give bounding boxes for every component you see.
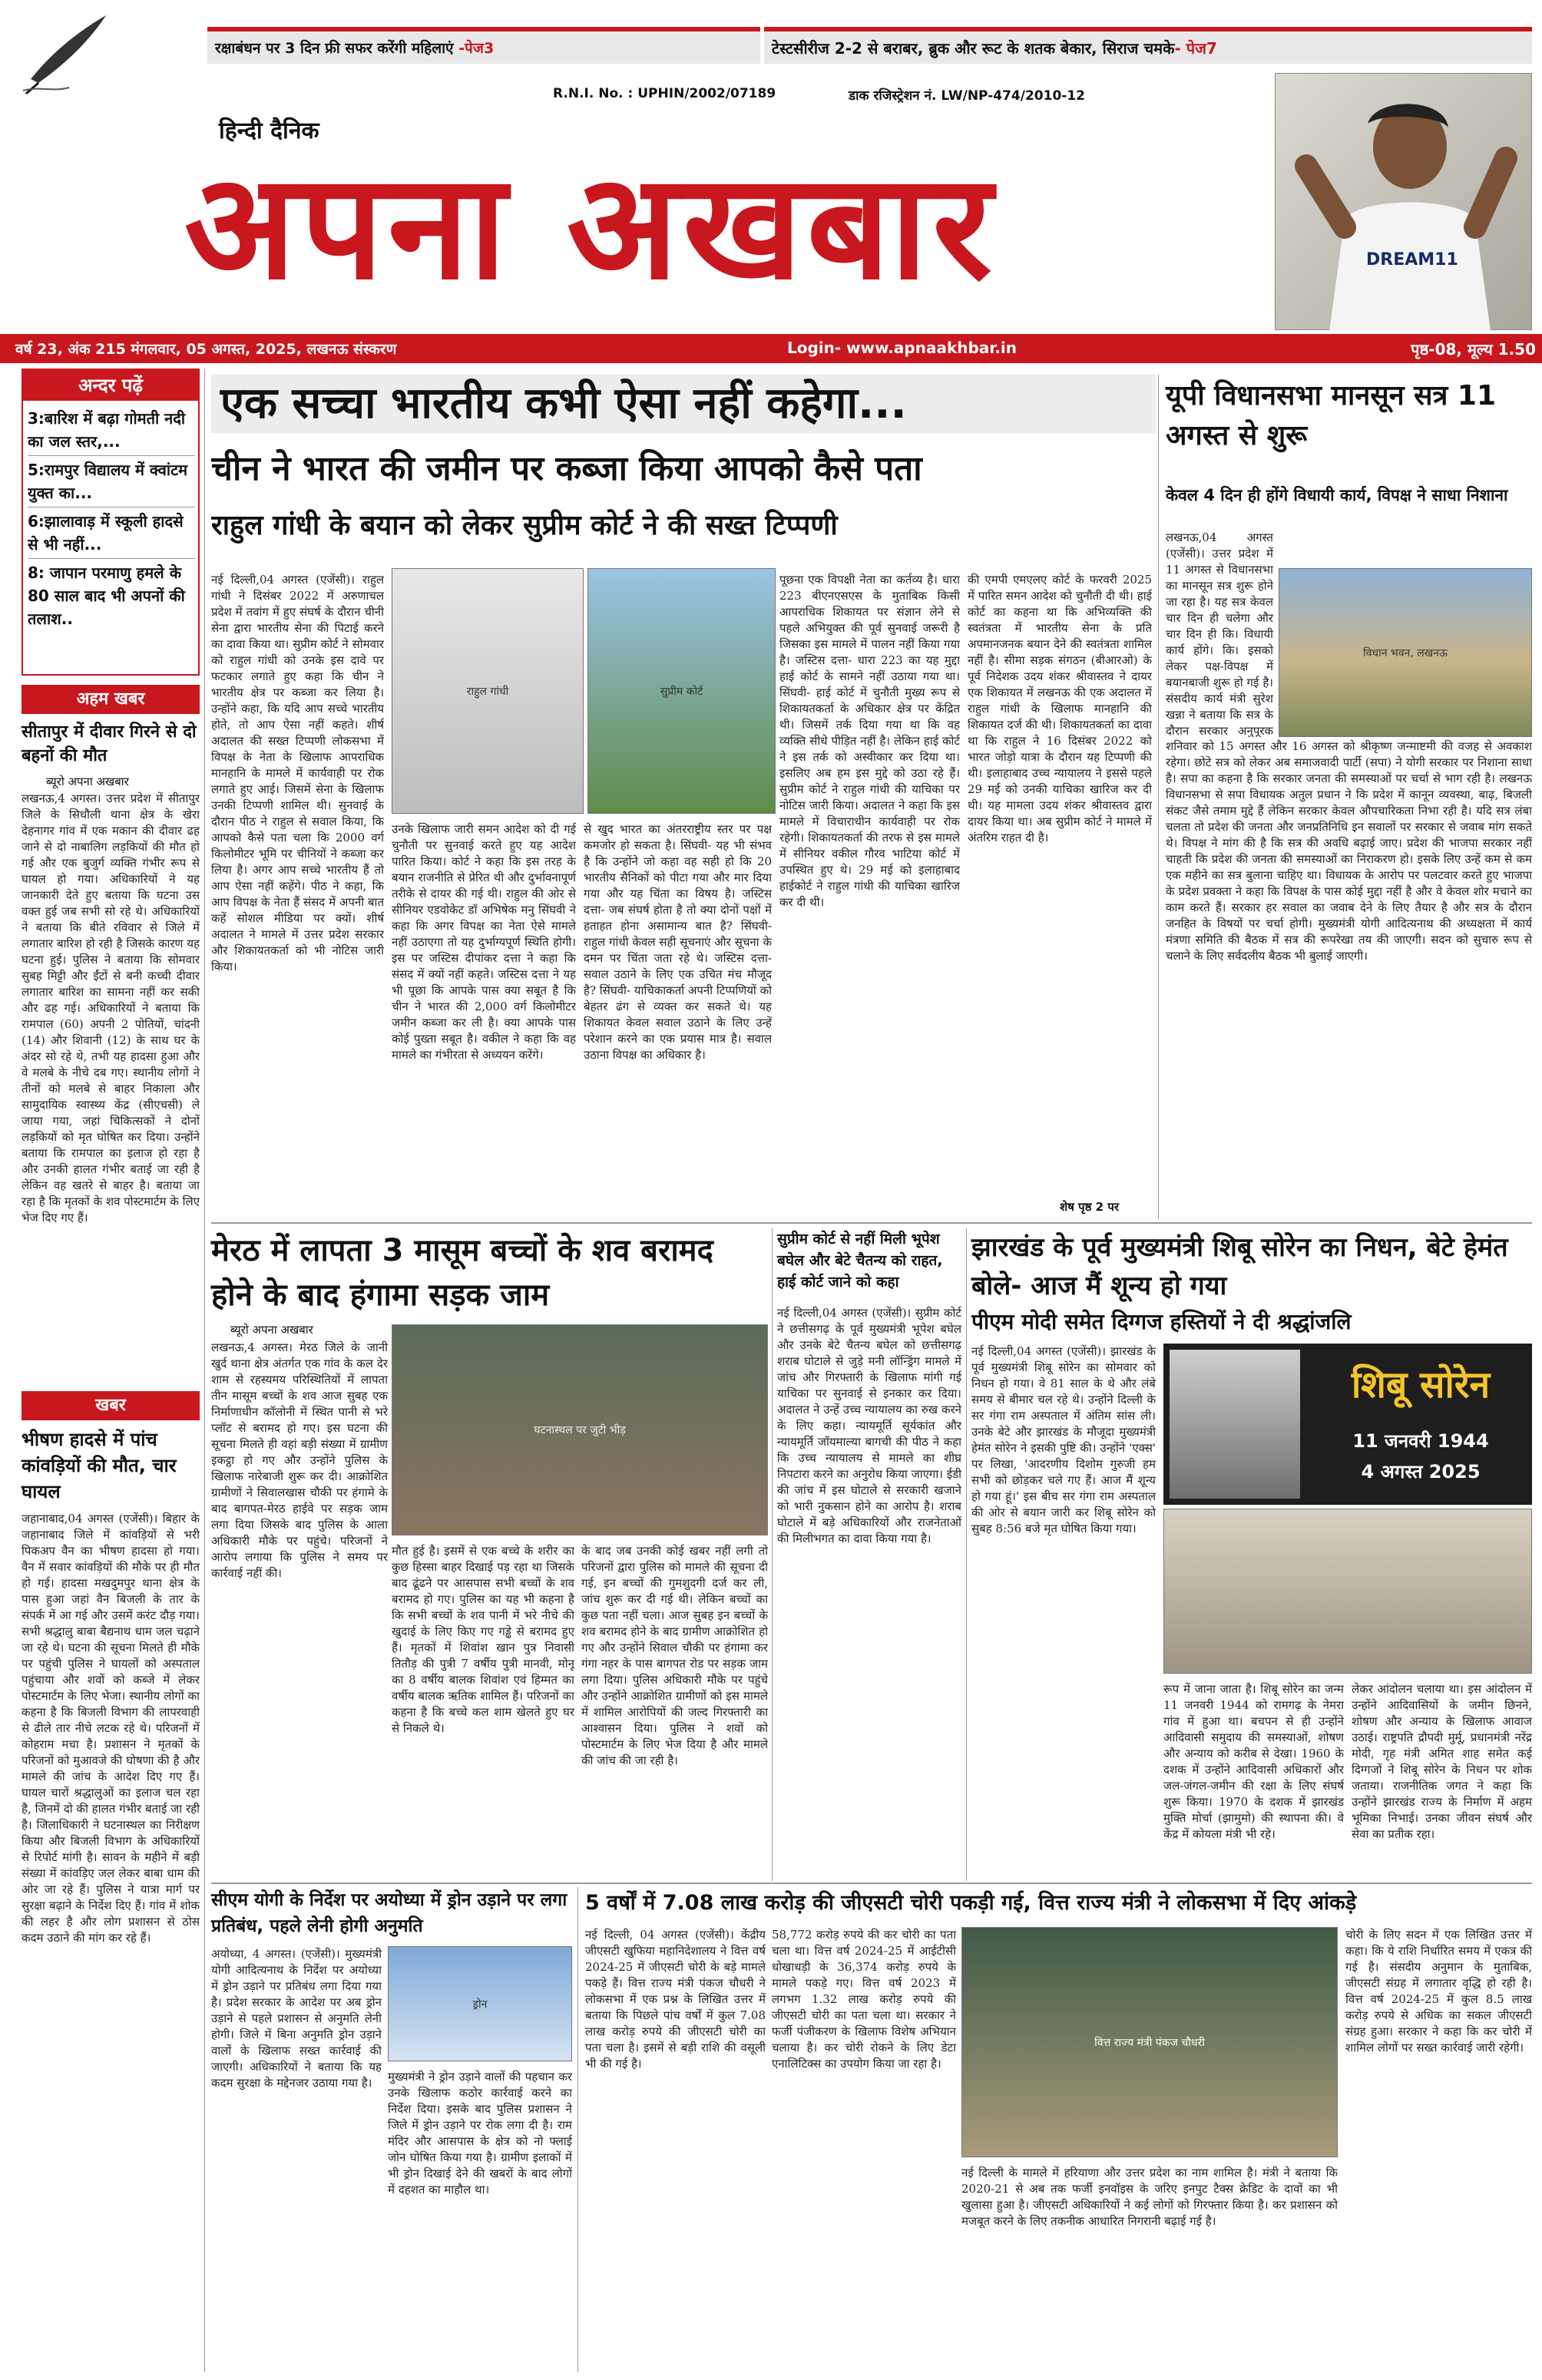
sc-divider xyxy=(966,1228,967,1881)
ahem-headline: सीतापुर में दीवार गिरने से दो बहनों की मौत xyxy=(22,722,197,765)
rahul-photo-caption: राहुल गांधी xyxy=(466,685,509,698)
inside-list xyxy=(28,407,195,672)
cricketer-photo xyxy=(1275,73,1532,330)
shibu-portrait xyxy=(1170,1350,1300,1499)
row-divider-2 xyxy=(211,1883,1532,1884)
meerut-col-1: लखनऊ,4 अगस्त। मेरठ जिले के जानी खुर्द थाना क्षेत्र अंतर्गत एक गांव के कल देर शाम से रहस्यमय परिस्थितियों में लापता तीन मासूम बच्चों के शव आज सुबह एक निर्माणाधीन कॉलोनी में स्थित पानी से भरे प्लॉट से बरामद हो गए। इस घटना की सूचना मिलते ही वहां बड़ी संख्या में ग्रामीण इकट्ठा हो गए और उन्होंने पुलिस के खिलाफ नारेबाजी शुरू कर दी। आक्रोशित ग्रामीणों ने सिवालखास चौकी पर हंगामे के बाद बागपत-मेरठ हाईवे पर सड़क जाम लगा दिया जिसके बाद पुलिस के आला अधिकारी मौके पर पहुंचे। परिजनों ने आरोप लगाया कि पुलिस ने समय पर कार्रवाई नहीं की। xyxy=(211,1340,388,1580)
supreme-court-caption: सुप्रीम कोर्ट xyxy=(660,685,703,698)
sidebar-divider xyxy=(204,369,205,2372)
inside-item[interactable]: 6:झालावाड़ में स्कूली हादसे से भी नहीं... xyxy=(28,507,195,559)
promo-left-page: -पेज3 xyxy=(458,40,495,57)
page-price: पृष्ठ-08, मूल्य 1.50 xyxy=(1411,340,1536,359)
up-subhead: केवल 4 दिन ही होंगे विधायी कार्य, विपक्ष ने साधा निशाना xyxy=(1166,486,1508,504)
drone-photo-caption: ड्रोन xyxy=(472,1998,488,2011)
gst-col-3: नई दिल्ली के मामले में हरियाणा और उत्तर प्रदेश का नाम शामिल है। मंत्री ने बताया कि 2020-21 से अब तक फर्जी इनवॉइस के जरिए इनपुट टैक्स क्रेडिट के दावों का भी खुलासा हुआ है। जीएसटी अधिकारियों ने कई लोगों को गिरफ्तार किया है। कर प्रशासन को मजबूत करने के लिए तकनीक आधारित निगरानी बढ़ाई गई है। xyxy=(961,2166,1338,2228)
sc-hc-headline: सुप्रीम कोर्ट से नहीं मिली भूपेश बघेल और बेटे चैतन्य को राहत, हाई कोर्ट जाने को कहा xyxy=(777,1231,943,1291)
shibu-memorial-card xyxy=(1163,1344,1532,1505)
shibu-subhead: पीएम मोदी समेत दिग्गज हस्तियों ने दी श्रद्धांजलि xyxy=(971,1309,1352,1334)
lead-col-2: उनके खिलाफ जारी समन आदेश को दी गई चुनौती पर सुनवाई करते हुए यह आदेश पारित किया। कोर्ट ने कहा कि इस तरह के बयान राजनीति से प्रेरित थी और दुर्भावनापूर्ण तरीके से दायर की गई थी। राहुल की ओर से सीनियर एडवोकेट डॉ अभिषेक मनु सिंघवी ने कहा कि अगर विपक्ष का नेता ऐसे मामले नहीं उठाएगा तो यह दुर्भाग्यपूर्ण स्थिति होगी। इस पर जस्टिस दीपांकर दत्ता ने कहा कि संसद में क्यों नहीं कहते। जस्टिस दत्ता ने यह भी पूछा कि आपके पास क्या सबूत है कि चीन ने भारत की 2,000 वर्ग किलोमीटर जमीन कब्जा कर ली है। क्या आपके पास कोई पुख्ता सबूत है। वकील ने कहा कि वह मामले का गंभीरता से अध्ययन करेंगे। xyxy=(392,822,576,1062)
promo-left[interactable] xyxy=(207,27,760,64)
quill-logo xyxy=(15,6,115,98)
rni-number: R.N.I. No. : UPHIN/2002/07189 xyxy=(553,86,776,101)
gst-col-1: नई दिल्ली, 04 अगस्त (एजेंसी)। केंद्रीय जीएसटी खुफिया महानिदेशालय ने वित्त वर्ष 2024-25 में जीएसटी चोरी के बड़े मामले पकड़े हैं। वित्त राज्य मंत्री पंकज चौधरी ने लोकसभा में एक प्रश्न के लिखित उत्तर में बताया कि पिछले पांच वर्षों में कुल 7.08 लाख करोड़ रुपये की जीएसटी चोरी का पता चला है। इसमें से बड़ी राशि की वसूली भी की गई है। xyxy=(585,1928,766,2071)
shibu-headline: झारखंड के पूर्व मुख्यमंत्री शिबू सोरेन का निधन, बेटे हेमंत बोले- आज मैं शून्य हो गया xyxy=(971,1232,1508,1301)
ayodhya-col-1: अयोध्या, 4 अगस्त। (एजेंसी)। मुख्यमंत्री योगी आदित्यनाथ के निर्देश पर अयोध्या में ड्रोन उड़ाने पर प्रतिबंध लगा दिया गया है। प्रदेश सरकार के आदेश पर अब ड्रोन उड़ाने से पहले प्रशासन से अनुमति लेनी होगी। जिले में बिना अनुमति ड्रोन उड़ाने वालों के खिलाफ सख्त कार्रवाई की जाएगी। अधिकारियों ने बताया कि यह कदम सुरक्षा के मद्देनजर उठाया गया है। xyxy=(211,1947,382,2090)
gst-photo-caption: वित्त राज्य मंत्री पंकज चौधरी xyxy=(1094,2036,1205,2049)
newspaper-title: अपना अखबार xyxy=(184,140,997,312)
inside-item[interactable]: 5:रामपुर विद्यालय में क्वांटम युक्त का... xyxy=(28,456,195,507)
tribute-photo xyxy=(1163,1509,1532,1674)
ahem-title: अहम खबर xyxy=(22,685,200,714)
ayodhya-col-2: मुख्यमंत्री ने ड्रोन उड़ाने वालों की पहचान कर उनके खिलाफ कठोर कार्रवाई करने का निर्देश दिया। इसके बाद पुलिस प्रशासन ने जिले में ड्रोन उड़ाने पर रोक लगा दी है। राम मंदिर और आसपास के क्षेत्र को नो फ्लाई जोन घोषित किया गया है। ग्रामीण इलाकों में भी ड्रोन दिखाई देने की खबरों के बाद लोगों में दहशत का माहौल था। xyxy=(388,2070,572,2197)
lead-subhead: राहुल गांधी के बयान को लेकर सुप्रीम कोर्ट ने की सख्त टिप्पणी xyxy=(211,510,838,541)
promo-right-text: टेस्टसीरीज 2-2 से बराबर, ब्रुक और रूट के शतक बेकार, सिराज चमके xyxy=(772,39,1175,58)
lead-col-3: से खुद भारत का अंतरराष्ट्रीय स्तर पर पक्ष कमजोर हो सकता है। सिंघवी- यह भी संभव है कि उन्होंने जो कहा वह सही हो कि 20 भारतीय सैनिकों को पीटा गया और मार दिया गया और यह चिंता का विषय है। जस्टिस दत्ता- जब संघर्ष होता है तो क्या दोनों पक्षों में हताहत होना असामान्य बात है? सिंघवी- राहुल गांधी केवल सही सूचनाएं और सूचना के दमन पर चिंता जता रहे थे। जस्टिस दत्ता- सवाल उठाने के लिए एक उचित मंच मौजूद है? सिंघवी- याचिकाकर्ता अपनी टिप्पणियों को बेहतर ढंग से व्यक्त कर सकते थे। यह शिकायत केवल सवाल उठाने के लिए उन्हें परेशान करने का एक प्रयास मात्र है। सवाल उठाना विपक्ष का अधिकार है। xyxy=(584,822,772,1062)
meerut-byline: ब्यूरो अपना अखबार xyxy=(230,1323,313,1337)
vidhan-bhavan-caption: विधान भवन, लखनऊ xyxy=(1363,646,1448,659)
gst-photo xyxy=(961,1927,1338,2157)
shibu-card-name: शिबू सोरेन xyxy=(1351,1364,1491,1407)
promo-left-text: रक्षाबंधन पर 3 दिन फ्री सफर करेंगी महिलाएं xyxy=(215,40,454,57)
inside-item[interactable]: 3:बारिश में बढ़ा गोमती नदी का जल स्तर,... xyxy=(28,407,195,456)
meerut-divider xyxy=(772,1228,773,1881)
shibu-col-3: लेकर आंदोलन चलाया था। इस आंदोलन में उन्होंने आदिवासियों के जमीन छिनने, शोषण और अन्याय के खिलाफ आवाज उठाई। राष्ट्रपति द्रौपदी मुर्मू, प्रधानमंत्री नरेंद्र मोदी, गृह मंत्री अमित शाह समेत कई दिग्गजों ने शिबू सोरेन के निधन पर शोक जताया। राजनीतिक जगत ने कहा कि उन्होंने झारखंड राज्य के निर्माण में अहम भूमिका निभाई। उनका जीवन संघर्ष और सेवा का प्रतीक रहा। xyxy=(1352,1682,1532,1841)
ahem-byline: ब्यूरो अपना अखबार xyxy=(46,775,129,788)
supreme-court-photo xyxy=(587,568,776,814)
ahem-body: लखनऊ,4 अगस्त। उत्तर प्रदेश में सीतापुर जिले के सिधौली थाना क्षेत्र के खेरा देहनागर गांव में एक मकान की दीवार ढह जाने से दो नाबालिग लड़कियों की मौत हो गई और एक बुजुर्ग व्यक्ति गंभीर रूप से घायल हो गया। अधिकारियों ने यह जानकारी देते हुए बताया कि घटना उस वक्त हुई जब सभी सो रहे थे। अधिकारियों ने बताया कि बीते रविवार से जिले में लगातार बारिश हो रही है जिसके कारण यह घटना हुई। पुलिस ने बताया कि सोमवार सुबह मिट्टी और ईंटों से बनी कच्ची दीवार लगातार बारिश का सामना नहीं कर सकी और ढह गई। अधिकारियों ने बताया कि रामपाल (60) अपनी 2 पोतियों, चांदनी (14) और शिवानी (12) के साथ घर के अंदर सो रहे थे, तभी यह हादसा हुआ और वे मलबे के नीचे दब गए। स्थानीय लोगों ने तीनों को मलबे से बाहर निकाला और सामुदायिक स्वास्थ्य केंद्र (सीएचसी) ले जाया गया, जहां चिकित्सकों ने दोनों लड़कियों को मृत घोषित कर दिया। उन्होंने बताया कि रामपाल का इलाज हो रहा है और उनकी हालत गंभीर बताई जा रही है लेकिन वह खतरे से बाहर है। बताया जा रहा है कि मृतकों के शव पोस्टमार्टम के लिए भेज दिए गए हैं। xyxy=(22,792,200,1225)
shibu-card-born: 11 जनवरी 1944 xyxy=(1352,1430,1489,1452)
lead-divider xyxy=(1158,375,1159,1219)
dak-registration: डाक रजिस्ट्रेशन नं. LW/NP-474/2010-12 xyxy=(849,88,1085,104)
lead-col-5: की एमपी एमएलए कोर्ट के फरवरी 2025 में पारित समन आदेश को चुनौती दी थी। हाई कोर्ट का कहना था कि अभिव्यक्ति की स्वतंत्रता में भारतीय सेना के प्रति अपमानजनक बयान देने की स्वतंत्रता शामिल नहीं है। सीमा सड़क संगठन (बीआरओ) के पूर्व निदेशक उदय शंकर श्रीवास्तव ने दायर एक शिकायत में लखनऊ की एक अदालत में राहुल गांधी के खिलाफ मानहानि की शिकायत दर्ज की थी। शिकायतकर्ता का दावा था कि राहुल ने 16 दिसंबर 2022 को भारत जोड़ो यात्रा के दौरान यह टिप्पणी की थी। इलाहाबाद उच्च न्यायालय ने इससे पहले 29 मई को उनकी याचिका खारिज कर दी थी। यह मामला उदय शंकर श्रीवास्तव द्वारा दायर किया था। अब सुप्रीम कोर्ट ने मामले में अंतरिम राहत दी है। xyxy=(968,573,1152,845)
issue-info: वर्ष 23, अंक 215 मंगलवार, 05 अगस्त, 2025, लखनऊ संस्करण xyxy=(15,341,397,358)
ayodhya-headline: सीएम योगी के निर्देश पर अयोध्या में ड्रोन उड़ाने पर लगा प्रतिबंध, पहले लेनी होगी अनुमति xyxy=(211,1890,567,1936)
up-intro: लखनऊ,04 अगस्त (एजेंसी)। उत्तर प्रदेश में 11 अगस्त से विधानसभा का मानसून सत्र शुरू होने जा रहा है। यह सत्र केवल चार दिन ही चलेगा और चार दिन ही कि। विधायी कार्य होंगे। कि। इसको लेकर पक्ष-विपक्ष में बयानबाजी शुरू हो गई है। संसदीय कार्य मंत्री सुरेश खन्ना ने बताया कि सत्र के दौरान सरकार अनुपूरक xyxy=(1166,531,1273,737)
lead-col-1: नई दिल्ली,04 अगस्त (एजेंसी)। राहुल गांधी ने दिसंबर 2022 में अरुणाचल प्रदेश में तवांग में हुए संघर्ष के दौरान चीनी सेना द्वारा भारतीय सेना की पिटाई करने का दावा किया था। सुप्रीम कोर्ट ने सोमवार को राहुल गांधी को उनके इस दावे पर फटकार लगाते हुए कहा कि चीन ने भारतीय क्षेत्र पर कब्जा कर लिया है। उन्होंने कहा, कि यदि आप सच्चे भारतीय होते, तो आप ऐसा नहीं कहते। शीर्ष अदालत की सख्त टिप्पणी लोकसभा में विपक्ष के नेता के खिलाफ आपराधिक मानहानि के मामले में कार्यवाही पर रोक लगाते हुए आई। जिसमें सेना के खिलाफ उनकी टिप्पणी शामिल थी। सुनवाई के दौरान पीठ ने राहुल से सवाल किया, कि आपको कैसे पता चला कि 2000 वर्ग किलोमीटर भूमि पर चीनियों ने कब्जा कर लिया है। अगर आप सच्चे भारतीय हैं तो आप ऐसा नहीं कहेंगे। पीठ ने कहा, कि आप विपक्ष के नेता हैं संसद में अपनी बात कहें सोशल मीडिया पर क्यों। शीर्ष अदालत ने मामले में उत्तर प्रदेश सरकार और शिकायतकर्ता को भी नोटिस जारी किया। xyxy=(211,573,384,973)
promo-right[interactable] xyxy=(764,27,1532,64)
row-divider-1 xyxy=(211,1222,1532,1224)
meerut-col-3: के बाद जब उनकी कोई खबर नहीं लगी तो परिजनों द्वारा पुलिस को मामले की सूचना दी गई, इन बच्चों की गुमशुदगी दर्ज कर ली, जांच शुरू कर दी गई थी। लेकिन बच्चों का कुछ पता नहीं चला। आज सुबह इन बच्चों के शव बरामद होने के बाद ग्रामीण आक्रोशित हो गए और उन्होंने सिवाल चौकी पर हंगामा कर गंगा नहर के पास बागपत रोड पर सड़क जाम लगा दिया। पुलिस अधिकारी मौके पर पहुंचे और उन्होंने आक्रोशित ग्रामीणों को इस मामले में शामिल आरोपियों की जल्द गिरफ्तारी का आश्वासन दिया। पुलिस ने शवों को पोस्टमार्टम के लिए भेज दिया है और मामले की जांच की जा रही है। xyxy=(581,1544,768,1767)
meerut-col-2: मौत हुई है। इसमें से एक बच्चे के शरीर का कुछ हिस्सा बाहर दिखाई पड़ रहा था जिसके बाद ढूंढने पर आसपास सभी बच्चों के शव बरामद हो गए। पुलिस का यह भी कहना है कि सभी बच्चों के शव पानी में भरे नीचे की खुदाई के लिए किए गए गड्ढे से बरामद हुए हैं। मृतकों में शिवांश खान पुत्र निवासी तितौड़ की पुत्री 7 वर्षीय पुत्री मानवी, मोनू का 8 वर्षीय बालक शिवांश एवं हिम्मत का वर्षीय बालक ऋतिक शामिल हैं। परिजनों का कहना है कि बच्चे कल शाम खेलते हुए घर से निकले थे। xyxy=(392,1544,574,1735)
shibu-col-1: नई दिल्ली,04 अगस्त (एजेंसी)। झारखंड के पूर्व मुख्यमंत्री शिबू सोरेन का सोमवार को निधन हो गया। वे 81 साल के थे और लंबे समय से बीमार चल रहे थे। उन्होंने दिल्ली के सर गंगा राम अस्पताल में अंतिम सांस ली। उनके बेटे और झारखंड के मौजूदा मुख्यमंत्री हेमंत सोरेन ने इसकी पुष्टि की। उन्होंने 'एक्स' पर लिखा, 'आदरणीय दिशोम गुरुजी हम सभी को छोड़कर चले गए हैं। आज मैं शून्य हो गया हूं।' इस बीच सर गंगा राम अस्पताल की ओर से बयान जारी कर शिबू सोरेन को सुबह 8:56 बजे मृत घोषित किया गया। xyxy=(971,1344,1156,1535)
meerut-headline: मेरठ में लापता 3 मासूम बच्चों के शव बरामद होने के बाद हंगामा सड़क जाम xyxy=(211,1233,713,1313)
gst-headline: 5 वर्षों में 7.08 लाख करोड़ की जीएसटी चोरी पकड़ी गई, वित्त राज्य मंत्री ने लोकसभा में दिए आंकड़े xyxy=(585,1891,1357,1915)
lead-jump[interactable]: शेष पृष्ठ 2 पर xyxy=(1060,1200,1119,1214)
lead-headline: चीन ने भारत की जमीन पर कब्जा किया आपको कैसे पता xyxy=(211,449,922,488)
shibu-col-2: रूप में जाना जाता है। शिबू सोरेन का जन्म 11 जनवरी 1944 को रामगढ़ के नेमरा गांव में हुआ था। बचपन से ही उन्होंने आदिवासी समुदाय की समस्याओं, शोषण और अन्याय को करीब से देखा। 1960 के दशक में उन्होंने आदिवासी अधिकारों और जल-जंगल-जमीन की रक्षा के लिए संघर्ष शुरू किया। 1970 के दशक में झारखंड मुक्ति मोर्चा (झामुमो) की स्थापना की। वे केंद्र में कोयला मंत्री भी रहे। xyxy=(1163,1682,1344,1841)
gst-col-2: 58,772 करोड़ रुपये की कर चोरी का पता चला था। वित्त वर्ष 2024-25 में आईटीसी धोखाधड़ी के 36,374 करोड़ रुपये के मामले पकड़े गए। वित्त वर्ष 2023 में लगभग 1.32 लाख करोड़ रुपये की जीएसटी चोरी का पता चला था। सरकार ने फर्जी पंजीकरण के खिलाफ विशेष अभियान चलाया है। कर चोरी रोकने के लिए डेटा एनालिटिक्स का उपयोग किया जा रहा है। xyxy=(772,1928,956,2071)
khabar-headline: भीषण हादसे में पांच कांवड़ियों की मौत, चार घायल xyxy=(22,1429,177,1502)
ayodhya-divider xyxy=(577,1887,578,2372)
lead-col-4: पूछना एक विपक्षी नेता का कर्तव्य है। धारा 223 बीएनएसएस के मुताबिक किसी आपराधिक शिकायत पर संज्ञान लेने से पहले अभियुक्त की पूर्व सुनवाई जरूरी है जिसका इस मामले में पालन नहीं किया गया है। जस्टिस दत्ता- धारा 223 का यह मुद्दा हाई कोर्ट के सामने नहीं उठाया गया था। सिंघवी- हाई कोर्ट में चुनौती मुख्य रूप से शिकायतकर्ता के अधिकार क्षेत्र पर केंद्रित थी। जिसमें तर्क दिया गया था कि वह व्यक्ति सीधे पीड़ित नहीं है। लेकिन हाई कोर्ट ने इस तर्क को अस्वीकार कर दिया था। इसलिए अब हम इस मुद्दे को उठा रहे हैं। सुप्रीम कोर्ट ने राहुल गांधी की याचिका पर नोटिस जारी किया। अदालत ने कहा कि इस मामले में विचाराधीन कार्यवाही पर रोक रहेगी। शिकायतकर्ता की तरफ से इस मामले में सीनियर वकील गौरव भाटिया कोर्ट में उपस्थित हुए थे। 29 मई को इलाहाबाद हाईकोर्ट ने राहुल गांधी की याचिका खारिज कर दी थी। xyxy=(779,573,960,909)
shibu-card-died: 4 अगस्त 2025 xyxy=(1361,1461,1481,1483)
promo-right-page: - पेज7 xyxy=(1174,39,1217,58)
sc-hc-body: नई दिल्ली,04 अगस्त (एजेंसी)। सुप्रीम कोर्ट ने छत्तीसगढ़ के पूर्व मुख्यमंत्री भूपेश बघेल और उनके बेटे चैतन्य बघेल को छत्तीसगढ़ शराब घोटाले से जुड़े मनी लॉन्ड्रिंग मामले में जांच और गिरफ्तारी के खिलाफ मांगी गई याचिका पर सुनवाई से इनकार कर दिया। अदालत ने उन्हें उच्च न्यायालय का रुख करने के लिए कहा। न्यायमूर्ति सूर्यकांत और न्यायमूर्ति जॉयमाल्या बागची की पीठ ने कहा कि उच्च न्यायालय से मामले का शीघ्र निपटारा करने का अनुरोध किया जाएगा। ईडी की जांच में इस घोटाले से सरकारी खजाने को भारी नुकसान होने का आरोप है। शराब घोटाले में बड़े अधिकारियों और राजनेताओं की मिलीभगत का दावा किया गया है। xyxy=(777,1306,961,1545)
up-body: शनिवार को 15 अगस्त और 16 अगस्त को श्रीकृष्ण जन्माष्टमी की वजह से अवकाश रहेगा। छोटे सत्र को लेकर अब समाजवादी पार्टी (सपा) ने योगी सरकार पर निशाना साधा है। सपा का कहना है कि सरकार जनता की समस्याओं पर चर्चा से भाग रही है। लखनऊ विधानसभा से सपा विधायक अतुल प्रधान ने कि प्रदेश में कानून व्यवस्था, बाढ़, बिजली संकट जैसे तमाम मुद्दे हैं लेकिन सरकार केवल औपचारिकता निभा रही है। यदि सत्र लंबा चलता तो प्रदेश की जनता और जनप्रतिनिधि इन सवालों पर सरकार से जवाब मांग सकते थे। विपक्ष ने मांग की है कि सत्र की अवधि बढ़ाई जाए। प्रदेश की भाजपा सरकार नहीं चाहती कि प्रदेश की जनता की समस्याओं का निराकरण हो। इसके लिए उन्हें कम से कम एक महीने का सत्र बुलाना चाहिए था। विधायक के आरोप पर पलटवार करते हुए भाजपा के प्रदेश प्रवक्ता ने कहा कि विपक्ष के पास कोई मुद्दा नहीं है और वे केवल शोर मचाने का काम करते हैं। सरकार हर सवाल का जवाब देने के लिए तैयार है और सत्र के दौरान जनहित के विषयों पर चर्चा होगी। मुख्यमंत्री योगी आदित्यनाथ की अध्यक्षता में कार्य मंत्रणा समिति की बैठक में सत्र की रूपरेखा तय की जाएगी। सदन को सुचारु रूप से चलाने के लिए सर्वदलीय बैठक भी बुलाई जाएगी। xyxy=(1166,739,1532,963)
lead-kicker: एक सच्चा भारतीय कभी ऐसा नहीं कहेगा... xyxy=(211,375,1156,433)
inside-title: अन्दर पढ़ें xyxy=(23,370,198,401)
khabar-title: खबर xyxy=(22,1391,200,1420)
website-login[interactable]: Login- www.apnaakhbar.in xyxy=(787,339,1018,357)
inside-item[interactable]: 8: जापान परमाणु हमले के 80 साल बाद भी अपनों की तलाश.. xyxy=(28,564,185,628)
khabar-body: जहानाबाद,04 अगस्त (एजेंसी)। बिहार के जहानाबाद जिले में कांवड़ियों से भरी पिकअप वैन का भीषण हादसा हो गया। वैन में सवार कांवड़ियों की मौके पर ही मौत हो गई। हादसा मखदुमपुर थाना क्षेत्र के पास हुआ जहां वैन बिजली के तार के संपर्क में आ गई और उसमें करंट दौड़ गया। सभी श्रद्धालु बाबा बैद्यनाथ धाम जल चढ़ाने जा रहे थे। घटना की सूचना मिलते ही मौके पर पहुंची पुलिस ने घायलों को अस्पताल पहुंचाया और शवों को कब्जे में लेकर पोस्टमार्टम के लिए भेजा। स्थानीय लोगों का कहना है कि बिजली विभाग की लापरवाही से ढीले तार नीचे लटक रहे थे। परिजनों में कोहराम मचा है। प्रशासन ने मृतकों के परिजनों को मुआवजे की घोषणा की है और मामले की जांच के आदेश दिए गए हैं। घायल चारों श्रद्धालुओं का इलाज चल रहा है, जिनमें दो की हालत गंभीर बताई जा रही है। जिलाधिकारी ने घटनास्थल का निरीक्षण किया और बिजली विभाग के अधिकारियों से रिपोर्ट मांगी है। सावन के महीने में बड़ी संख्या में कांवड़िए जल लेकर बाबा धाम की ओर जा रहे हैं। पुलिस ने यात्रा मार्ग पर सुरक्षा बढ़ाने के निर्देश दिए हैं। गांव में शोक की लहर है और लोग प्रशासन से ठोस कदम उठाने की मांग कर रहे हैं। xyxy=(22,1512,200,1945)
meerut-photo-caption: घटनास्थल पर जुटी भीड़ xyxy=(534,1424,626,1436)
rahul-photo xyxy=(392,568,584,814)
drone-photo xyxy=(388,1946,572,2061)
tagline: हिन्दी दैनिक xyxy=(219,117,319,144)
gst-col-4: चोरी के लिए सदन में एक लिखित उत्तर में कहा। कि ये राशि निर्धारित समय में एकत्र की गई है। संसदीय अनुमान के मुताबिक, जीएसटी संग्रह में लगातार वृद्धि हो रही है। वित्त वर्ष 2024-25 में कुल 8.5 लाख करोड़ रुपये से अधिक का सकल जीएसटी संग्रह हुआ। सरकार ने कहा कि कर चोरी में शामिल लोगों पर सख्त कार्रवाई जारी रहेगी। xyxy=(1345,1928,1532,2054)
meerut-photo xyxy=(392,1324,768,1535)
vidhan-bhavan-photo xyxy=(1279,568,1532,737)
up-headline: यूपी विधानसभा मानसून सत्र 11 अगस्त से शुरू xyxy=(1166,380,1496,451)
jersey-text: DREAM11 xyxy=(1366,250,1458,269)
